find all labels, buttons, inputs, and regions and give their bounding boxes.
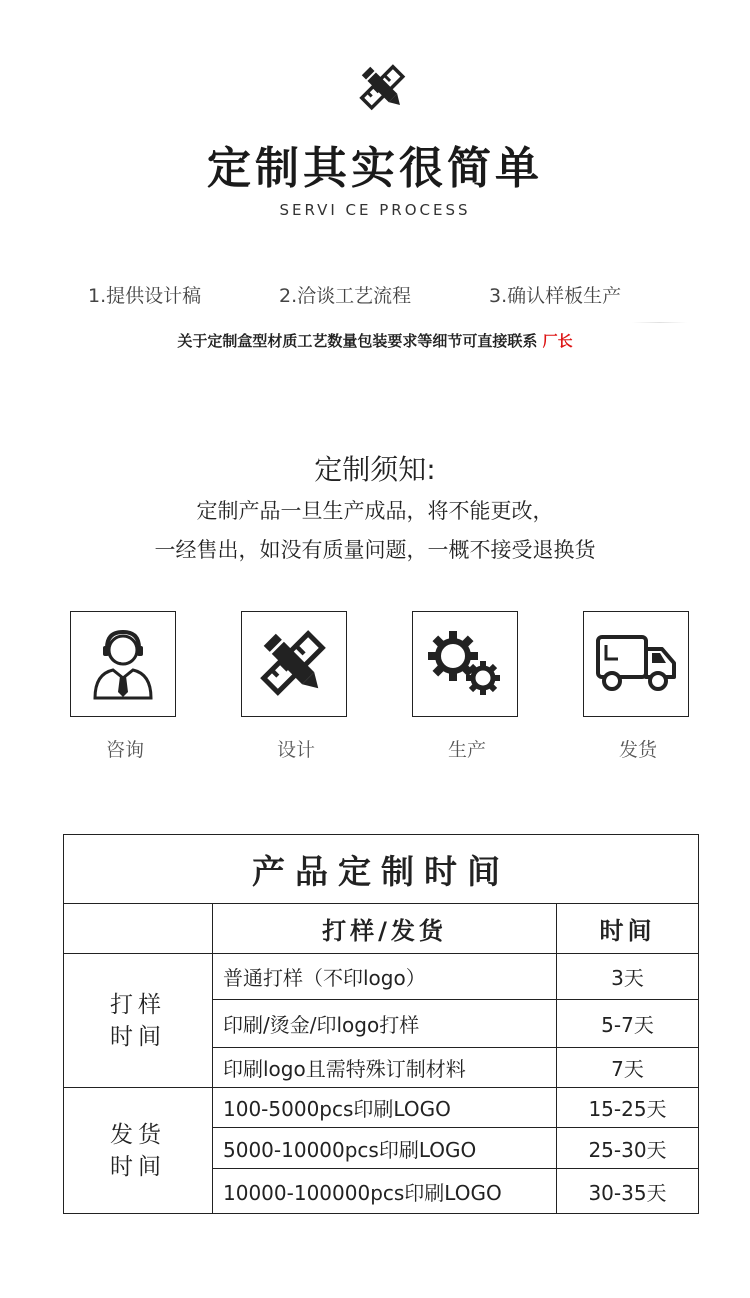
row-item: 5000-10000pcs印刷LOGO [213, 1128, 557, 1169]
row-time: 25-30天 [557, 1128, 699, 1169]
step-3: 3.确认样板生产 [489, 285, 622, 307]
service-delivery [583, 611, 689, 717]
service-design [241, 611, 347, 717]
group-sample-time [64, 954, 213, 1088]
group-label-line1: 发货 [110, 1121, 166, 1148]
contact-note [0, 330, 750, 351]
page-subtitle: SERVI CE PROCESS [279, 201, 471, 219]
service-consult [70, 611, 176, 717]
step-2: 2.洽谈工艺流程 [279, 285, 412, 307]
table-title: 产品定制时间 [64, 835, 699, 904]
row-time: 3天 [557, 954, 699, 1000]
service-label-delivery: 发货 [618, 739, 657, 761]
service-production [412, 611, 518, 717]
customer-service-icon [87, 626, 159, 702]
row-time: 5-7天 [557, 1000, 699, 1048]
decorative-divider [632, 322, 687, 323]
group-label-line1: 打样 [110, 991, 166, 1018]
service-label-design: 设计 [276, 739, 315, 761]
production-time-table [63, 834, 699, 1214]
service-label-production: 生产 [447, 739, 486, 761]
service-label-consult: 咨询 [105, 739, 144, 761]
row-item: 100-5000pcs印刷LOGO [213, 1088, 557, 1128]
notice-line-1: 定制产品一旦生产成品，将不能更改， [196, 499, 554, 523]
table-header-item: 打样/发货 [213, 904, 557, 954]
row-item: 印刷/烫金/印logo打样 [213, 1000, 557, 1048]
table-header-blank [64, 904, 213, 954]
table-row [64, 954, 699, 1000]
step-1: 1.提供设计稿 [88, 285, 202, 307]
row-time: 15-25天 [557, 1088, 699, 1128]
page-title: 定制其实很简单 [207, 143, 543, 194]
pencil-ruler-icon [355, 60, 411, 116]
notice-line-2: 一经售出，如没有质量问题，一概不接受退换货 [154, 538, 596, 562]
group-label-line2: 时间 [110, 1153, 166, 1180]
table-header-time: 时间 [557, 904, 699, 954]
delivery-truck-icon [594, 631, 678, 697]
contact-highlight: 厂长 [542, 332, 573, 350]
row-item: 印刷logo且需特殊订制材料 [213, 1048, 557, 1088]
row-item: 10000-100000pcs印刷LOGO [213, 1169, 557, 1214]
group-label-line2: 时间 [110, 1023, 166, 1050]
row-time: 7天 [557, 1048, 699, 1088]
notice-title: 定制须知: [314, 453, 436, 486]
gears-icon [423, 626, 507, 702]
contact-note-text: 关于定制盒型材质工艺数量包装要求等细节可直接联系 [177, 332, 538, 350]
row-time: 30-35天 [557, 1169, 699, 1214]
table-row [64, 1088, 699, 1128]
group-delivery-time [64, 1088, 213, 1214]
design-pencil-ruler-icon [254, 624, 334, 704]
row-item: 普通打样（不印logo） [213, 954, 557, 1000]
